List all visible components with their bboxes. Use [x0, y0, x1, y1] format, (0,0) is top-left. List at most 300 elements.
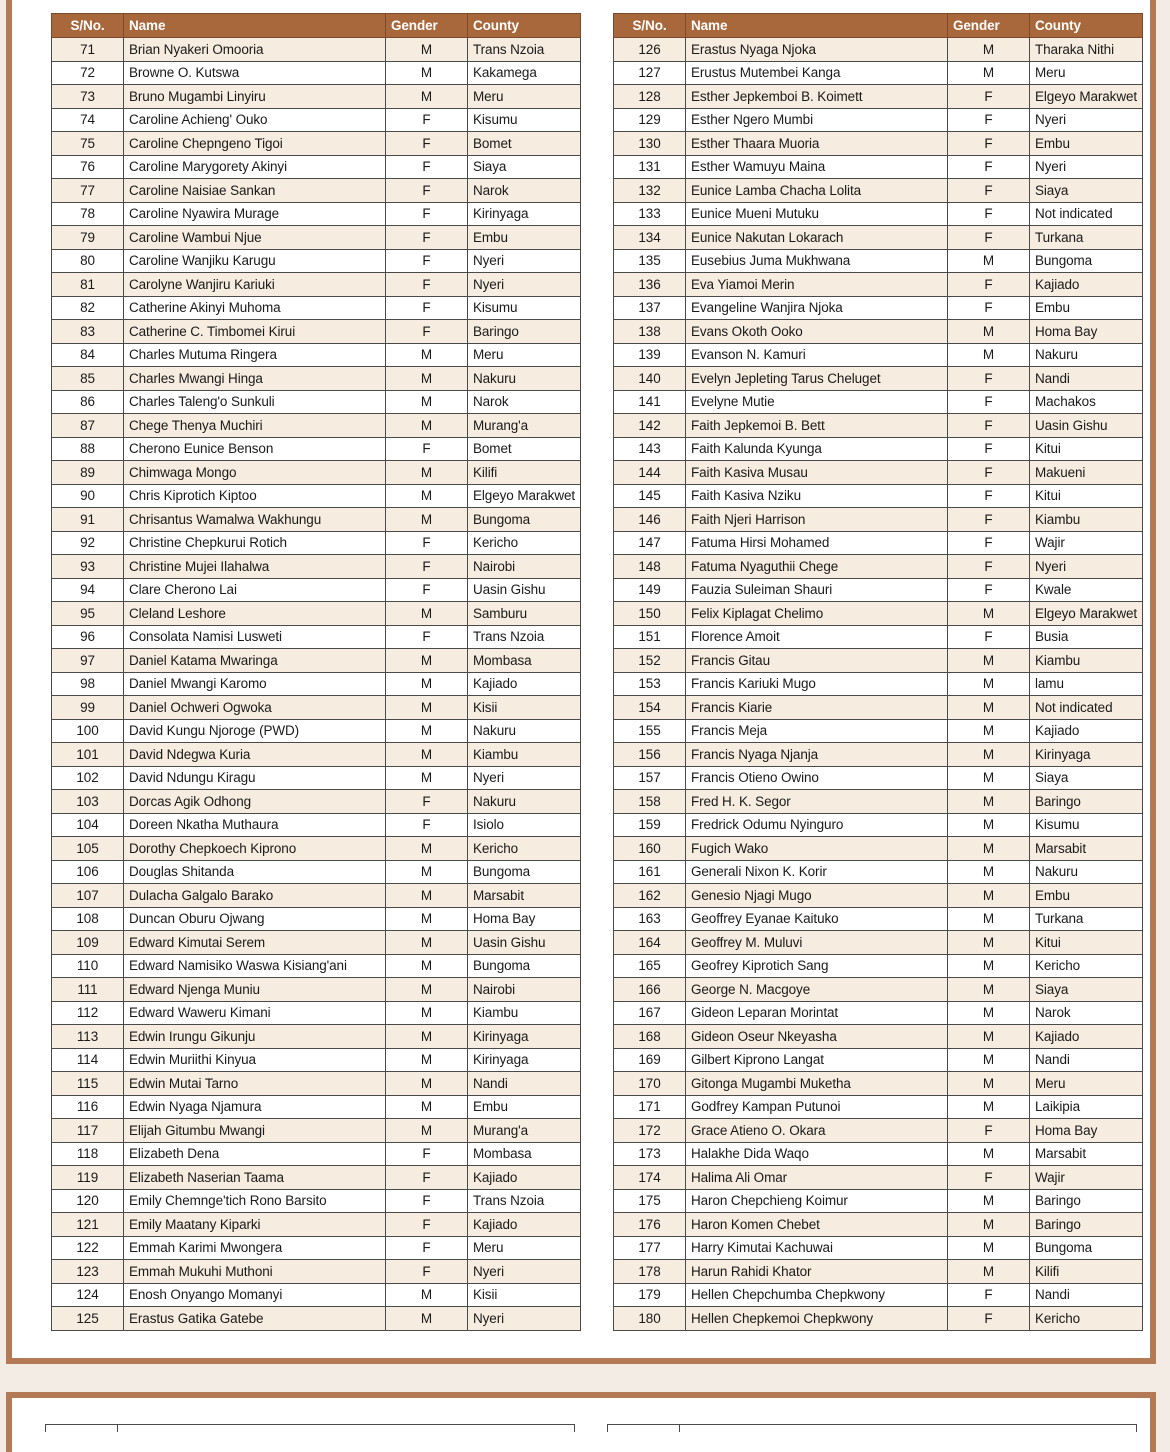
cell-sno: 162: [614, 884, 686, 908]
table-row: [614, 602, 1143, 626]
cell-county: Meru: [1030, 61, 1143, 85]
cell-gender: M: [948, 249, 1030, 273]
cell-county: Kitui: [1030, 931, 1143, 955]
cell-county: Baringo: [1030, 790, 1143, 814]
cell-sno: 147: [614, 531, 686, 555]
cell-gender: F: [948, 132, 1030, 156]
cell-gender: F: [948, 179, 1030, 203]
cell-county: Kisumu: [468, 296, 581, 320]
cell-name: Eunice Mueni Mutuku: [686, 202, 948, 226]
cell-county: Elgeyo Marakwet: [1030, 602, 1143, 626]
cell-name: Faith Kalunda Kyunga: [686, 437, 948, 461]
cell-gender: M: [386, 1283, 468, 1307]
table-row: [52, 1260, 581, 1284]
cell-name: Dulacha Galgalo Barako: [124, 884, 386, 908]
table-row: [52, 296, 581, 320]
cell-name: Faith Kasiva Nziku: [686, 484, 948, 508]
table-row: [614, 85, 1143, 109]
cell-sno: 132: [614, 179, 686, 203]
cell-name: Emily Maatany Kiparki: [124, 1213, 386, 1237]
table-row: [614, 179, 1143, 203]
cell-sno: 151: [614, 625, 686, 649]
cell-name: Francis Kariuki Mugo: [686, 672, 948, 696]
cell-county: Kisii: [468, 1283, 581, 1307]
cell-gender: F: [948, 414, 1030, 438]
cell-sno: 105: [52, 837, 124, 861]
table-row: [614, 273, 1143, 297]
cell-gender: M: [948, 860, 1030, 884]
table-row: [614, 1166, 1143, 1190]
cell-county: Narok: [468, 179, 581, 203]
cell-county: Kajiado: [1030, 273, 1143, 297]
cell-county: Laikipia: [1030, 1095, 1143, 1119]
cell-gender: M: [948, 1142, 1030, 1166]
cell-name: Evelyne Mutie: [686, 390, 948, 414]
cell-name: Evanson N. Kamuri: [686, 343, 948, 367]
table-row: [52, 1236, 581, 1260]
cell-gender: M: [386, 766, 468, 790]
cell-sno: 131: [614, 155, 686, 179]
table-row: [614, 343, 1143, 367]
cell-name: Fugich Wako: [686, 837, 948, 861]
cell-sno: 117: [52, 1119, 124, 1143]
cell-name: Genesio Njagi Mugo: [686, 884, 948, 908]
cell-sno: 90: [52, 484, 124, 508]
cell-sno: 75: [52, 132, 124, 156]
cell-county: Nakuru: [1030, 860, 1143, 884]
cell-sno: 87: [52, 414, 124, 438]
cell-gender: M: [948, 766, 1030, 790]
cell-sno: 152: [614, 649, 686, 673]
cell-county: Kisumu: [468, 108, 581, 132]
cell-gender: F: [386, 1142, 468, 1166]
cell-name: Esther Ngero Mumbi: [686, 108, 948, 132]
cell-gender: M: [386, 414, 468, 438]
cell-county: Siaya: [1030, 179, 1143, 203]
cell-county: Siaya: [1030, 978, 1143, 1002]
cell-name: Gideon Leparan Morintat: [686, 1001, 948, 1025]
table-row: [52, 1025, 581, 1049]
cell-gender: M: [386, 931, 468, 955]
cell-sno: 142: [614, 414, 686, 438]
cell-name: Fauzia Suleiman Shauri: [686, 578, 948, 602]
cell-sno: 106: [52, 860, 124, 884]
table-row: [614, 1260, 1143, 1284]
cell-sno: 157: [614, 766, 686, 790]
table-row: [52, 226, 581, 250]
cell-name: Gitonga Mugambi Muketha: [686, 1072, 948, 1096]
cell-gender: F: [948, 367, 1030, 391]
cell-name: Catherine C. Timbomei Kirui: [124, 320, 386, 344]
table-row: [52, 179, 581, 203]
cell-name: Elijah Gitumbu Mwangi: [124, 1119, 386, 1143]
table-row: [614, 390, 1143, 414]
cell-sno: 123: [52, 1260, 124, 1284]
cell-county: Bungoma: [1030, 249, 1143, 273]
cell-sno: 122: [52, 1236, 124, 1260]
cell-gender: F: [386, 179, 468, 203]
table-row: [52, 108, 581, 132]
table-row: [52, 531, 581, 555]
cell-county: Busia: [1030, 625, 1143, 649]
cell-name: Caroline Nyawira Murage: [124, 202, 386, 226]
cell-sno: 141: [614, 390, 686, 414]
cell-gender: F: [386, 531, 468, 555]
cell-gender: F: [948, 1283, 1030, 1307]
cell-sno: 121: [52, 1213, 124, 1237]
cell-name: Caroline Achieng' Ouko: [124, 108, 386, 132]
cell-name: Faith Jepkemoi B. Bett: [686, 414, 948, 438]
cell-name: Hellen Chepchumba Chepkwony: [686, 1283, 948, 1307]
cell-name: Geoffrey Eyanae Kaituko: [686, 907, 948, 931]
table-row: [614, 155, 1143, 179]
cell-name: Charles Mutuma Ringera: [124, 343, 386, 367]
cell-sno: 170: [614, 1072, 686, 1096]
cell-gender: M: [386, 390, 468, 414]
cell-sno: 115: [52, 1072, 124, 1096]
header-sno: S/No.: [614, 14, 686, 38]
table-row: [52, 766, 581, 790]
table-row: [614, 461, 1143, 485]
cell-sno: 160: [614, 837, 686, 861]
table-row: [614, 884, 1143, 908]
cell-name: David Kungu Njoroge (PWD): [124, 719, 386, 743]
table-row: [614, 1025, 1143, 1049]
cell-county: Nyeri: [468, 1260, 581, 1284]
cell-name: Haron Chepchieng Koimur: [686, 1189, 948, 1213]
cell-county: Elgeyo Marakwet: [468, 484, 581, 508]
next-table-left-edge: [45, 1424, 574, 1429]
cell-county: Kajiado: [468, 1166, 581, 1190]
table-row: [52, 320, 581, 344]
cell-sno: 144: [614, 461, 686, 485]
cell-sno: 92: [52, 531, 124, 555]
cell-sno: 104: [52, 813, 124, 837]
table-row: [52, 555, 581, 579]
cell-sno: 99: [52, 696, 124, 720]
cell-sno: 85: [52, 367, 124, 391]
table-row: [52, 743, 581, 767]
cell-sno: 82: [52, 296, 124, 320]
cell-sno: 149: [614, 578, 686, 602]
table-row: [52, 202, 581, 226]
cell-name: Caroline Wanjiku Karugu: [124, 249, 386, 273]
cell-name: Esther Thaara Muoria: [686, 132, 948, 156]
cell-county: Nairobi: [468, 978, 581, 1002]
cell-name: Daniel Katama Mwaringa: [124, 649, 386, 673]
cell-county: Kitui: [1030, 437, 1143, 461]
cell-sno: 154: [614, 696, 686, 720]
table-header-row: [614, 14, 1143, 38]
cell-sno: 108: [52, 907, 124, 931]
table-row: [52, 273, 581, 297]
cell-county: Narok: [1030, 1001, 1143, 1025]
cell-name: Francis Otieno Owino: [686, 766, 948, 790]
cell-county: Kajiado: [468, 672, 581, 696]
cell-county: Kisii: [468, 696, 581, 720]
cell-name: Chimwaga Mongo: [124, 461, 386, 485]
cell-county: Kirinyaga: [468, 202, 581, 226]
cell-name: Charles Mwangi Hinga: [124, 367, 386, 391]
cell-gender: F: [386, 296, 468, 320]
table-row: [614, 437, 1143, 461]
cell-gender: F: [386, 1236, 468, 1260]
cell-gender: M: [386, 1307, 468, 1331]
cell-gender: F: [386, 155, 468, 179]
cell-sno: 135: [614, 249, 686, 273]
cell-gender: F: [948, 108, 1030, 132]
cell-gender: M: [386, 719, 468, 743]
cell-sno: 128: [614, 85, 686, 109]
table-row: [52, 1001, 581, 1025]
cell-county: Uasin Gishu: [1030, 414, 1143, 438]
table-row: [52, 696, 581, 720]
cell-gender: F: [948, 461, 1030, 485]
cell-county: Embu: [468, 1095, 581, 1119]
cell-gender: M: [386, 1048, 468, 1072]
cell-name: Gideon Oseur Nkeyasha: [686, 1025, 948, 1049]
cell-name: Caroline Wambui Njue: [124, 226, 386, 250]
table-row: [52, 1213, 581, 1237]
cell-name: Dorothy Chepkoech Kiprono: [124, 837, 386, 861]
table-row: [614, 61, 1143, 85]
cell-county: Kirinyaga: [1030, 743, 1143, 767]
table-header-row: [52, 14, 581, 38]
cell-gender: F: [386, 578, 468, 602]
cell-name: Faith Kasiva Musau: [686, 461, 948, 485]
cell-county: Kiambu: [1030, 508, 1143, 532]
cell-name: Francis Nyaga Njanja: [686, 743, 948, 767]
cell-gender: M: [948, 813, 1030, 837]
cell-county: Nakuru: [468, 367, 581, 391]
cell-county: Kericho: [1030, 954, 1143, 978]
cell-sno: 134: [614, 226, 686, 250]
document-page: [6, 0, 1156, 1364]
table-row: [52, 1119, 581, 1143]
cell-county: Nyeri: [1030, 555, 1143, 579]
cell-sno: 112: [52, 1001, 124, 1025]
cell-county: Nandi: [1030, 367, 1143, 391]
cell-sno: 77: [52, 179, 124, 203]
table-row: [614, 1095, 1143, 1119]
cell-gender: M: [948, 1025, 1030, 1049]
cell-name: Geoffrey M. Muluvi: [686, 931, 948, 955]
cell-county: Siaya: [1030, 766, 1143, 790]
cell-county: Murang'a: [468, 1119, 581, 1143]
cell-gender: M: [386, 978, 468, 1002]
cell-sno: 78: [52, 202, 124, 226]
cell-gender: M: [948, 978, 1030, 1002]
cell-gender: M: [386, 508, 468, 532]
cell-sno: 172: [614, 1119, 686, 1143]
cell-sno: 158: [614, 790, 686, 814]
cell-county: Marsabit: [468, 884, 581, 908]
cell-county: Homa Bay: [1030, 1119, 1143, 1143]
table-row: [52, 649, 581, 673]
cell-gender: F: [948, 1119, 1030, 1143]
cell-sno: 129: [614, 108, 686, 132]
cell-county: Bomet: [468, 437, 581, 461]
table-row: [614, 508, 1143, 532]
cell-gender: F: [386, 625, 468, 649]
cell-sno: 180: [614, 1307, 686, 1331]
cell-county: Homa Bay: [1030, 320, 1143, 344]
cell-sno: 175: [614, 1189, 686, 1213]
cell-sno: 146: [614, 508, 686, 532]
cell-county: Kwale: [1030, 578, 1143, 602]
table-row: [52, 1189, 581, 1213]
cell-name: Emily Chemnge'tich Rono Barsito: [124, 1189, 386, 1213]
cell-county: Kirinyaga: [468, 1048, 581, 1072]
table-row: [614, 1142, 1143, 1166]
cell-gender: F: [386, 320, 468, 344]
cell-county: Uasin Gishu: [468, 931, 581, 955]
header-gender: Gender: [386, 14, 468, 38]
table-row: [52, 719, 581, 743]
cell-sno: 137: [614, 296, 686, 320]
cell-name: Francis Kiarie: [686, 696, 948, 720]
cell-name: Esther Jepkemboi B. Koimett: [686, 85, 948, 109]
table-row: [614, 931, 1143, 955]
cell-sno: 168: [614, 1025, 686, 1049]
cell-county: Nandi: [1030, 1283, 1143, 1307]
cell-name: Caroline Marygorety Akinyi: [124, 155, 386, 179]
cell-county: lamu: [1030, 672, 1143, 696]
cell-gender: M: [386, 343, 468, 367]
cell-sno: 148: [614, 555, 686, 579]
cell-sno: 166: [614, 978, 686, 1002]
cell-county: Trans Nzoia: [468, 625, 581, 649]
header-county: County: [1030, 14, 1143, 38]
cell-name: Consolata Namisi Lusweti: [124, 625, 386, 649]
cell-name: Harry Kimutai Kachuwai: [686, 1236, 948, 1260]
cell-sno: 80: [52, 249, 124, 273]
cell-gender: M: [386, 484, 468, 508]
cell-county: Embu: [1030, 884, 1143, 908]
table-row: [52, 155, 581, 179]
cell-gender: M: [386, 907, 468, 931]
cell-gender: M: [948, 320, 1030, 344]
cell-sno: 130: [614, 132, 686, 156]
table-row: [52, 1072, 581, 1096]
cell-gender: M: [948, 790, 1030, 814]
cell-sno: 102: [52, 766, 124, 790]
cell-gender: F: [948, 390, 1030, 414]
table-row: [52, 1048, 581, 1072]
cell-sno: 174: [614, 1166, 686, 1190]
cell-sno: 161: [614, 860, 686, 884]
cell-sno: 169: [614, 1048, 686, 1072]
cell-county: Nandi: [468, 1072, 581, 1096]
cell-name: Eunice Lamba Chacha Lolita: [686, 179, 948, 203]
table-row: [614, 38, 1143, 62]
table-row: [52, 390, 581, 414]
cell-name: Geofrey Kiprotich Sang: [686, 954, 948, 978]
cell-name: George N. Macgoye: [686, 978, 948, 1002]
cell-sno: 88: [52, 437, 124, 461]
cell-gender: M: [386, 954, 468, 978]
table-row: [52, 249, 581, 273]
cell-county: Narok: [468, 390, 581, 414]
cell-gender: M: [386, 85, 468, 109]
cell-county: Wajir: [1030, 1166, 1143, 1190]
cell-sno: 74: [52, 108, 124, 132]
cell-county: Bomet: [468, 132, 581, 156]
cell-gender: M: [386, 461, 468, 485]
cell-county: Kiambu: [1030, 649, 1143, 673]
cell-gender: M: [948, 1189, 1030, 1213]
cell-gender: M: [386, 367, 468, 391]
cell-county: Baringo: [1030, 1189, 1143, 1213]
cell-sno: 73: [52, 85, 124, 109]
table-row: [614, 132, 1143, 156]
table-row: [52, 85, 581, 109]
cell-county: Kiambu: [468, 743, 581, 767]
cell-name: Clare Cherono Lai: [124, 578, 386, 602]
cell-name: Fatuma Hirsi Mohamed: [686, 531, 948, 555]
cell-sno: 177: [614, 1236, 686, 1260]
cell-name: David Ndungu Kiragu: [124, 766, 386, 790]
cell-sno: 98: [52, 672, 124, 696]
cell-sno: 91: [52, 508, 124, 532]
cell-name: Doreen Nkatha Muthaura: [124, 813, 386, 837]
cell-name: Gilbert Kiprono Langat: [686, 1048, 948, 1072]
cell-gender: F: [948, 1307, 1030, 1331]
cell-sno: 118: [52, 1142, 124, 1166]
table-row: [614, 672, 1143, 696]
cell-county: Not indicated: [1030, 696, 1143, 720]
cell-name: Christine Chepkurui Rotich: [124, 531, 386, 555]
cell-county: Nyeri: [1030, 108, 1143, 132]
cell-gender: F: [386, 249, 468, 273]
cell-sno: 125: [52, 1307, 124, 1331]
cell-gender: F: [948, 273, 1030, 297]
cell-county: Kajiado: [1030, 719, 1143, 743]
cell-gender: F: [948, 437, 1030, 461]
members-table-right: [613, 13, 1143, 1331]
cell-sno: 81: [52, 273, 124, 297]
table-row: [614, 954, 1143, 978]
cell-county: Nakuru: [468, 790, 581, 814]
cell-gender: M: [948, 1072, 1030, 1096]
cell-name: Carolyne Wanjiru Kariuki: [124, 273, 386, 297]
cell-county: Kajiado: [1030, 1025, 1143, 1049]
cell-name: Florence Amoit: [686, 625, 948, 649]
cell-county: Kitui: [1030, 484, 1143, 508]
cell-gender: F: [386, 555, 468, 579]
cell-sno: 107: [52, 884, 124, 908]
cell-gender: M: [386, 61, 468, 85]
cell-gender: F: [386, 790, 468, 814]
cell-gender: M: [948, 696, 1030, 720]
table-row: [614, 414, 1143, 438]
cell-county: Mombasa: [468, 649, 581, 673]
cell-county: Homa Bay: [468, 907, 581, 931]
cell-sno: 97: [52, 649, 124, 673]
table-row: [614, 296, 1143, 320]
table-row: [52, 437, 581, 461]
cell-county: Kirinyaga: [468, 1025, 581, 1049]
cell-county: Nairobi: [468, 555, 581, 579]
cell-sno: 136: [614, 273, 686, 297]
cell-gender: F: [386, 108, 468, 132]
table-row: [52, 508, 581, 532]
table-row: [614, 531, 1143, 555]
cell-sno: 101: [52, 743, 124, 767]
cell-county: Bungoma: [468, 508, 581, 532]
cell-sno: 159: [614, 813, 686, 837]
cell-name: Generali Nixon K. Korir: [686, 860, 948, 884]
